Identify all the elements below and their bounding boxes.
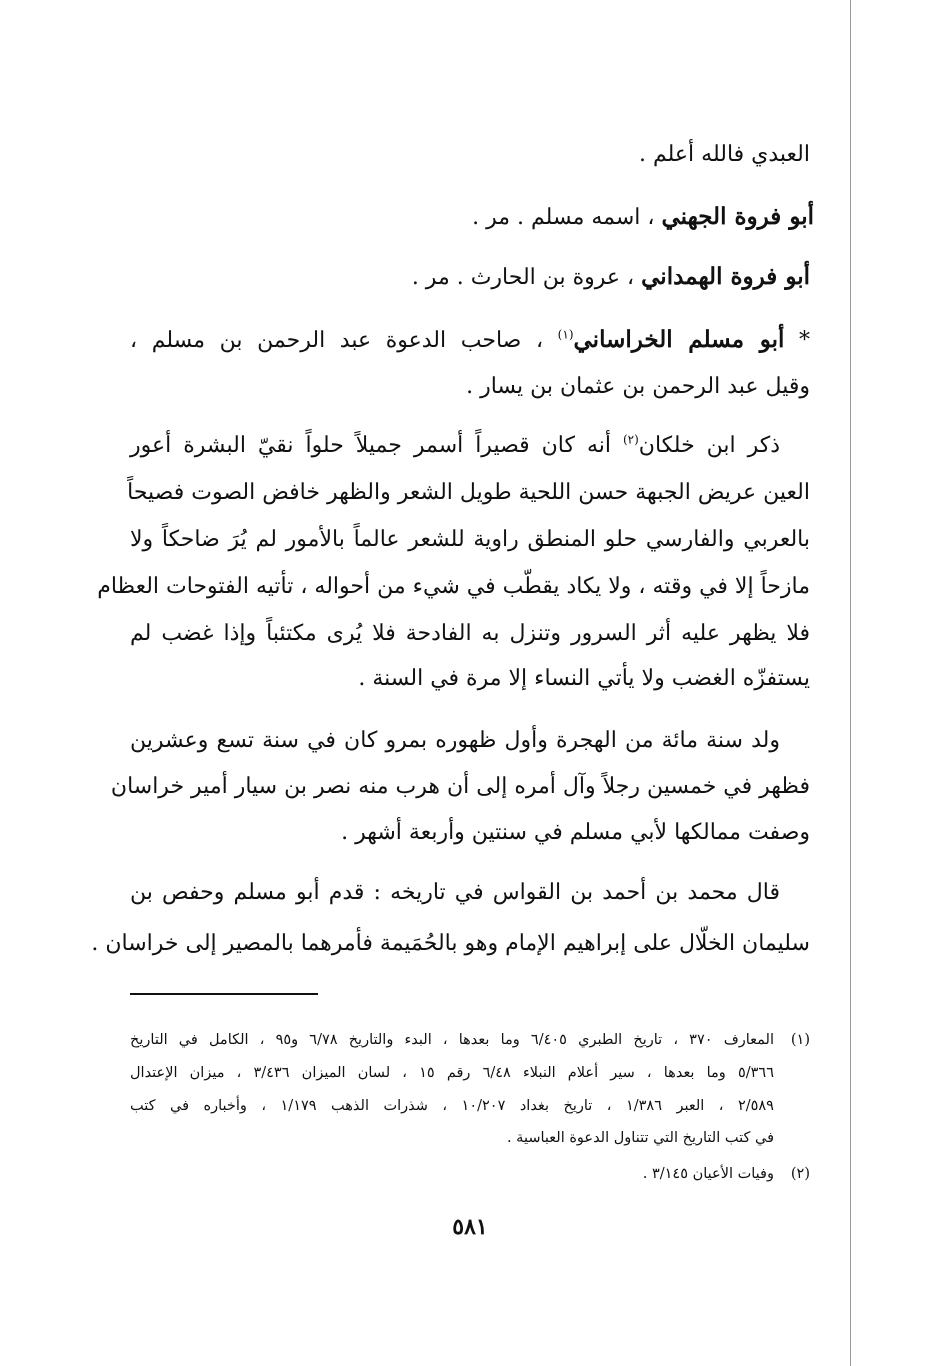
para1-line2: العين عريض الجبهة حسن اللحية طويل الشعر والظهر خافض الصوت فصيحاً — [127, 480, 810, 505]
entry-abu-muslim-line1 — [130, 325, 810, 356]
para3-line1: قال محمد بن أحمد بن القواس في تاريخه : قدم أبو مسلم وحفص بن — [130, 880, 780, 905]
entry-name: أبو فروة الجهني — [661, 203, 814, 230]
footnote-ref-2: (٢) — [622, 432, 639, 447]
book-page — [91, 0, 814, 1366]
entry-abu-farwa-hamdani — [412, 262, 810, 293]
footnote-line: وفيات الأعيان ٣/١٤٥ . — [642, 1166, 774, 1182]
entry-text: ، صاحب الدعوة عبد الرحمن بن مسلم ، — [130, 328, 558, 353]
footnote-1 — [130, 1029, 810, 1161]
footnote-2 — [130, 1163, 810, 1187]
entry-text: ، عروة بن الحارث . مر . — [411, 265, 642, 290]
text-fragment: أنه كان قصيراً أسمر جميلاً حلواً نقيّ البشرة أعور — [130, 433, 623, 458]
footnote-number: (١) — [790, 1032, 810, 1048]
page-edge-line — [850, 0, 851, 1366]
para1-line1 — [130, 431, 780, 461]
para2-line3: وصفت ممالكها لأبي مسلم في سنتين وأربعة أشهر . — [341, 820, 810, 845]
entry-abu-muslim-line2: وقيل عبد الرحمن بن عثمان بن يسار . — [466, 374, 810, 399]
page-number: ٥٨١ — [452, 1214, 488, 1240]
para2-line1: ولد سنة مائة من الهجرة وأول ظهوره بمرو كان في سنة تسع وعشرين — [130, 728, 780, 753]
footnote-line: ٢/٥٨٩ ، العبر ١/٣٨٦ ، تاريخ بغداد ١٠/٢٠٧ ، شذرات الذهب ١/١٧٩ ، وأخباره في كتب — [130, 1098, 774, 1114]
footnote-line: في كتب التاريخ التي تتناول الدعوة العباسية . — [506, 1130, 774, 1146]
entry-name: أبو فروة الهمداني — [641, 263, 810, 290]
footnote-number: (٢) — [790, 1166, 810, 1182]
para1-line5: فلا يظهر عليه أثر السرور وتنزل به الفادحة فلا يُرى مكتئباً وإذا غضب لم — [130, 621, 810, 646]
para1-line3: بالعربي والفارسي حلو المنطق راوية للشعر عالماً بالأمور لم يُرَ ضاحكاً ولا — [130, 527, 810, 552]
entry-name: أبو مسلم الخراساني — [573, 326, 785, 353]
para1-line4: مازحاً إلا في وقته ، ولا يكاد يقطّب في شيء من أحواله ، تأتيه الفتوحات العظام — [97, 574, 810, 599]
entry-text: ، اسمه مسلم . مر . — [472, 205, 662, 230]
footnote-separator — [130, 993, 318, 995]
para3-line2: سليمان الخلّال على إبراهيم الإمام وهو بالحُمَيمة فأمرهما بالمصير إلى خراسان . — [91, 931, 810, 956]
para1-line6: يستفزّه الغضب ولا يأتي النساء إلا مرة في السنة . — [358, 666, 810, 691]
entry-star-marker: * — [784, 328, 811, 353]
text-fragment: ذكر ابن خلكان — [638, 433, 780, 458]
footnote-line: ٥/٣٦٦ وما بعدها ، سير أعلام النبلاء ٦/٤٨ رقم ١٥ ، لسان الميزان ٣/٤٣٦ ، ميزان الإعتدال — [130, 1065, 775, 1081]
entry-abu-farwa-juhani — [472, 202, 814, 233]
footnote-ref-1: (١) — [557, 327, 574, 342]
para2-line2: فظهر في خمسين رجلاً وآل أمره إلى أن هرب منه نصر بن سيار أمير خراسان — [110, 774, 810, 799]
intro-line: العبدي فالله أعلم . — [639, 142, 810, 167]
footnote-line: المعارف ٣٧٠ ، تاريخ الطبري ٦/٤٠٥ وما بعدها ، البدء والتاريخ ٦/٧٨ و٩٥ ، الكامل في التاريخ — [130, 1032, 774, 1048]
